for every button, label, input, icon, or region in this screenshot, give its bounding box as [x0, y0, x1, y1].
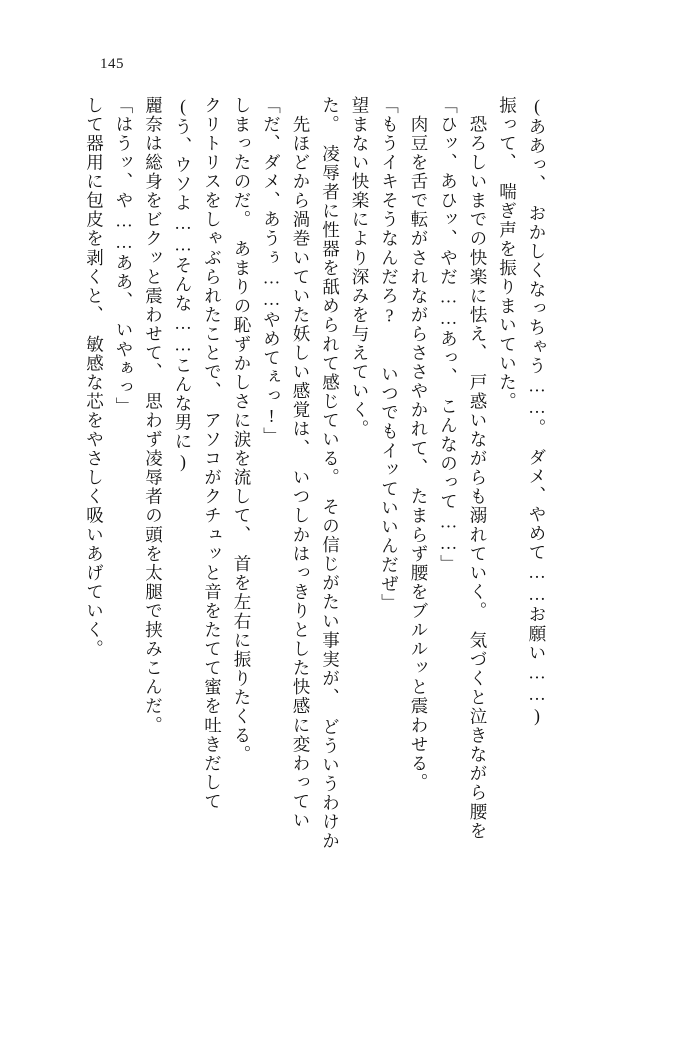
text-column: 振って、 喘ぎ声を振りまいていた。 [497, 96, 518, 412]
text-column: しまったのだ。 あまりの恥ずかしさに涙を流して、 首を左右に振りたくる。 [232, 96, 252, 765]
text-column: 「はうッ、や……ああ、 いやぁっ」 [114, 96, 134, 417]
text-column: して器用に包皮を剥くと、 敏感な芯をやさしく吸いあげていく。 [84, 96, 105, 659]
text-column: クリトリスをしゃぶられたことで、 アソコがクチュッと音をたてて蜜を吐きだして [202, 96, 223, 812]
text-column: (う、ウソよ……そんな……こんな男に) [173, 96, 193, 473]
text-column: 麗奈は総身をビクッと震わせて、 思わず凌辱者の頭を太腿で挟みこんだ。 [143, 96, 164, 735]
text-column: 「ひッ、あひッ、やだ……あっ、 こんなのって……」 [438, 96, 459, 574]
page-number: 145 [100, 56, 124, 72]
text-column: 恐ろしいまでの快楽に怯え、 戸惑いながらも溺れていく。 気づくと泣きながら腰を [468, 96, 488, 841]
text-column: 「だ、ダメ、あうぅ……やめてぇっ!」 [261, 96, 282, 447]
text-column: (ああっ、 おかしくなっちゃう……。 ダメ、やめて……お願い……) [527, 96, 547, 728]
text-column: 「もうイキそうなんだろ? いつでもイッていいんだぜ」 [379, 96, 400, 613]
vertical-text-block [73, 96, 603, 976]
text-column: た。 凌辱者に性器を舐められて感じている。 その信じがたい事実が、 どういうわけか [320, 96, 341, 851]
text-column: 望まない快楽により深みを与えていく。 [350, 96, 370, 439]
text-column: 肉豆を舌で転がされながらささやかれて、 たまらず腰をブルルッと震わせる。 [409, 96, 429, 793]
text-column: 先ほどから渦巻いていた妖しい感覚は、 いつしかはっきりとした快感に変わってい [291, 96, 311, 831]
